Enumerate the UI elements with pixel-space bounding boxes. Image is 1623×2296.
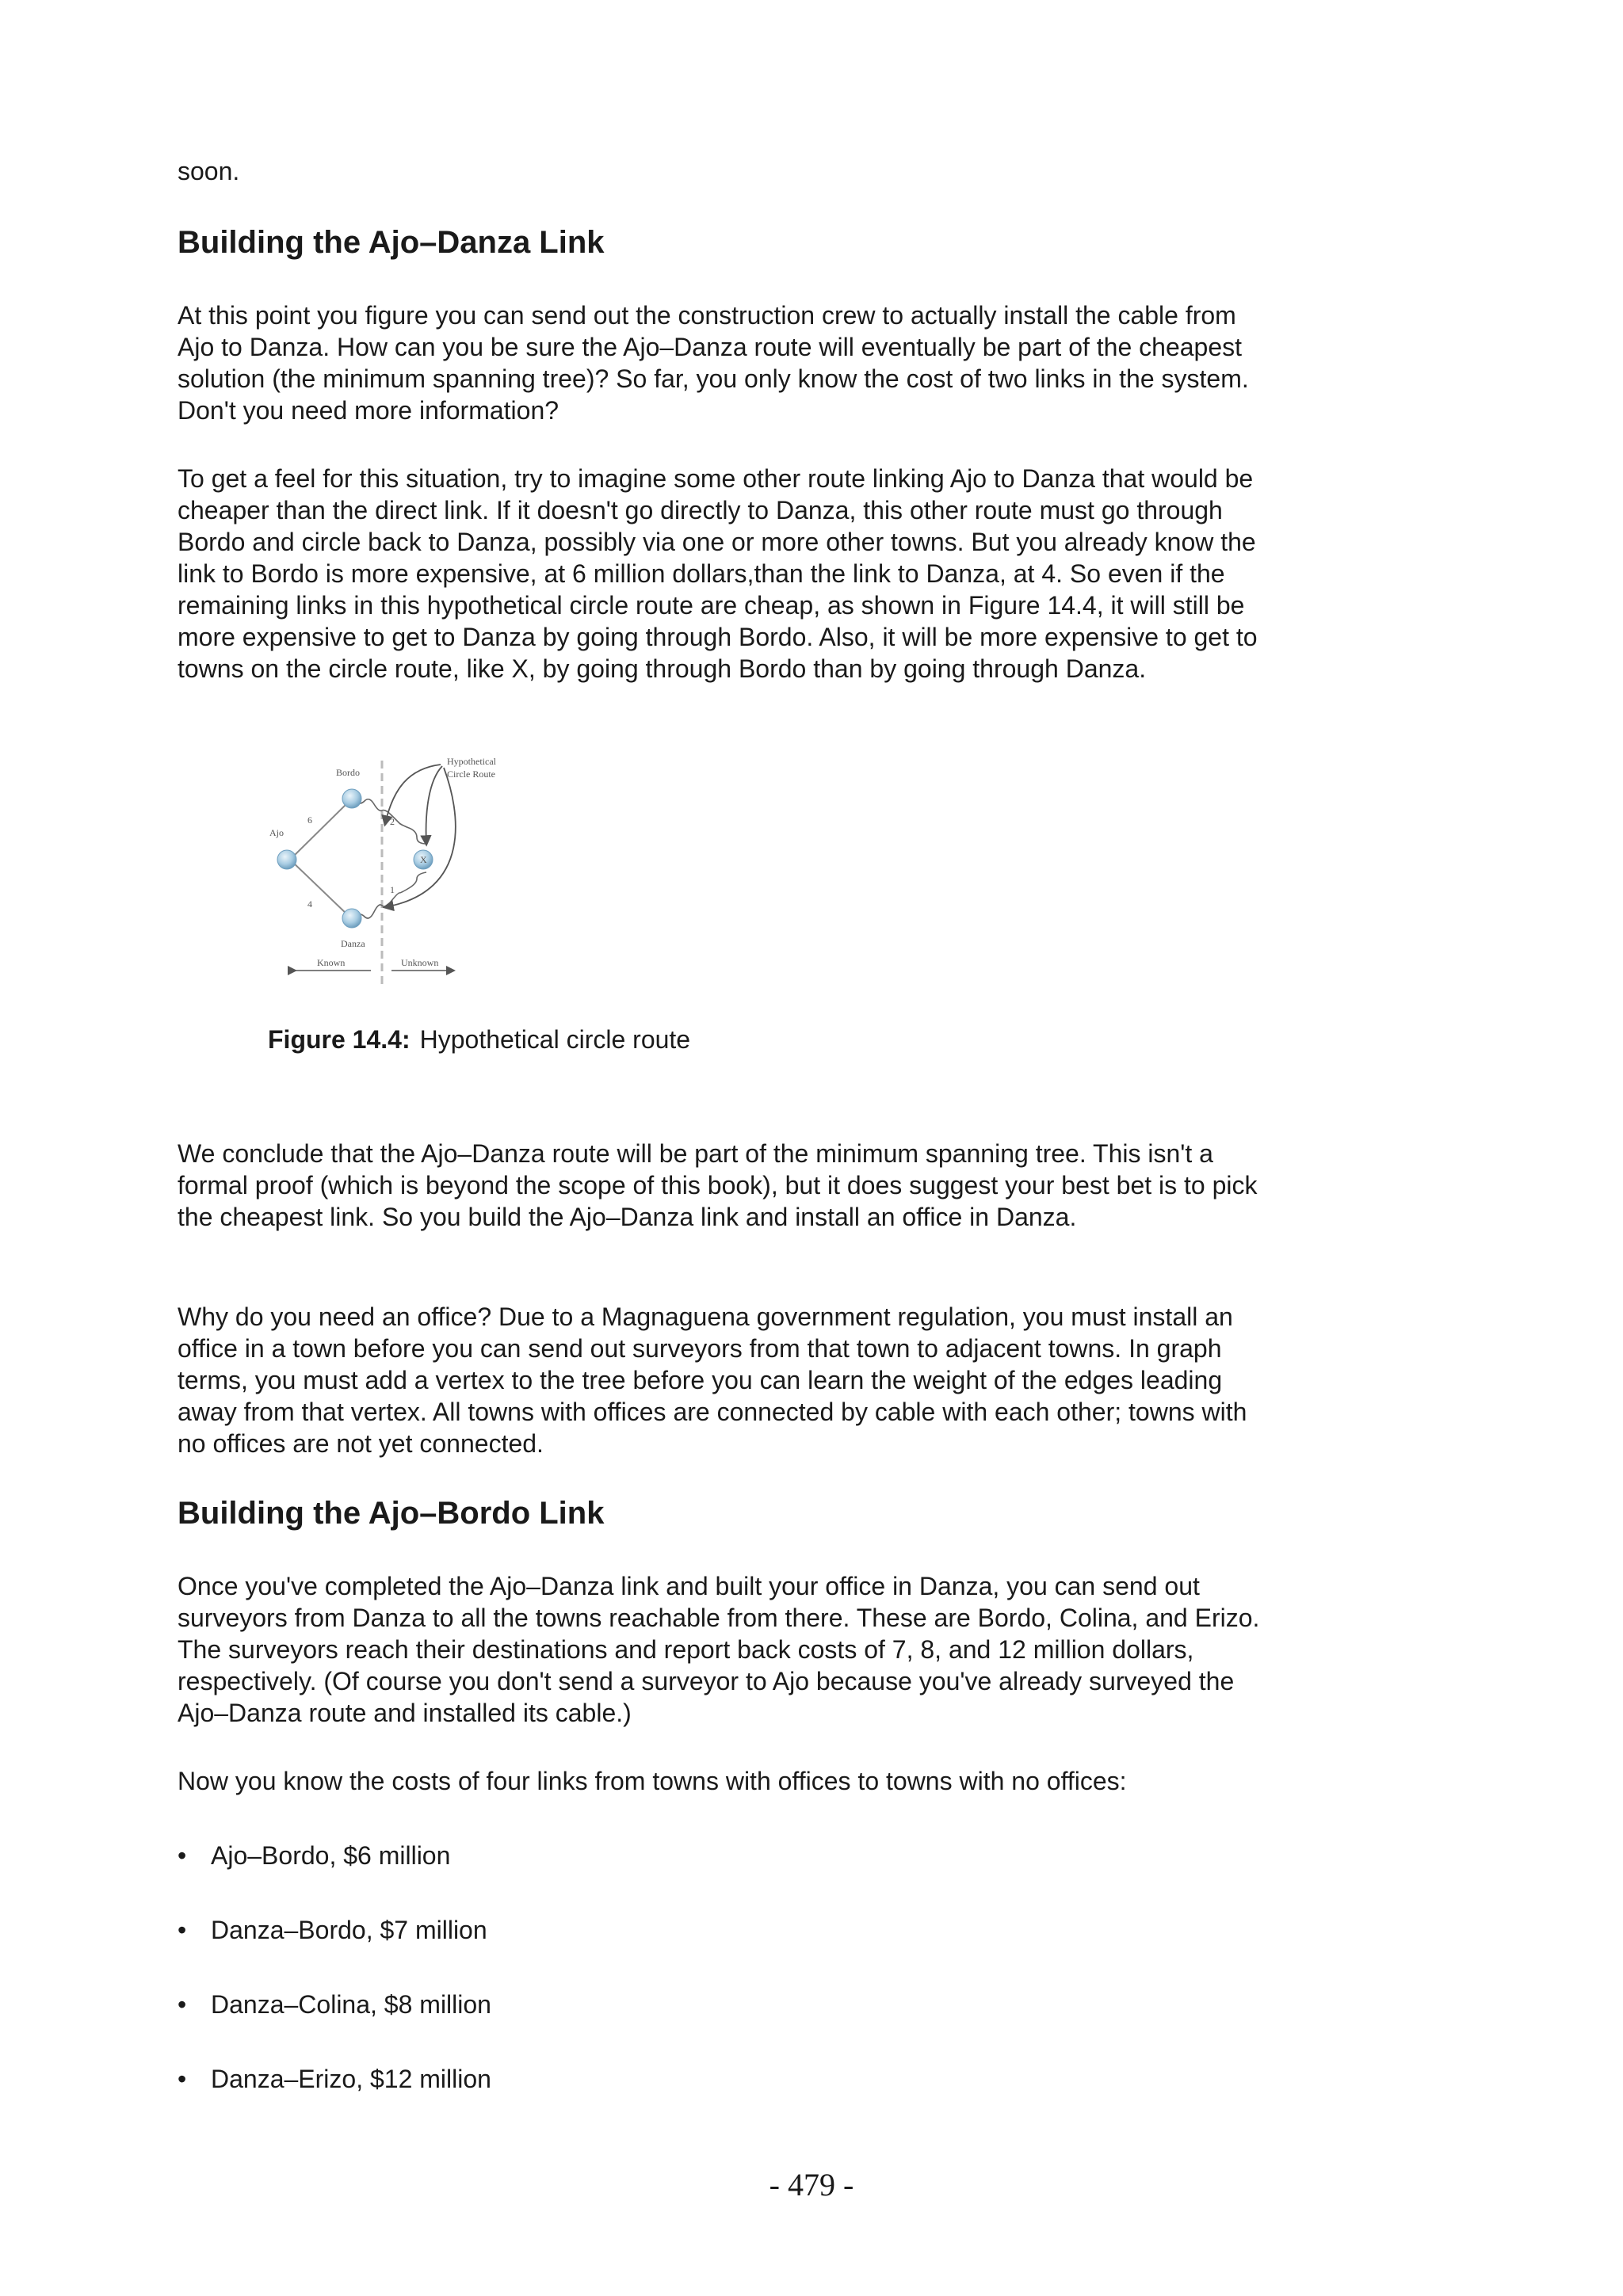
hypothetical-circle-route-diagram (266, 749, 552, 986)
label-unknown: Unknown (401, 957, 439, 968)
annotation-arrow (426, 766, 442, 844)
label-danza: Danza (341, 938, 365, 949)
paragraph-6: Now you know the costs of four links from towns with offices to towns with no offices: (178, 1767, 1127, 1795)
annotation-arrow (385, 768, 456, 907)
list-item (178, 1989, 491, 2020)
section-heading-ajo-bordo: Building the Ajo–Bordo Link (178, 1496, 605, 1531)
list-item (178, 1840, 450, 1871)
figure-label: Figure 14.4: (268, 1025, 411, 1054)
weight-ajo-bordo: 6 (307, 814, 312, 826)
figure-caption (268, 1024, 690, 1055)
node-bordo (342, 789, 361, 808)
label-bordo: Bordo (336, 767, 360, 778)
paragraph-4: Why do you need an office? Due to a Magnaguena government regulation, you must install an office in a town before you can send out surveyors from that town to adjacent towns. In graph terms, you must add a vertex to the tree before you can learn the weight of the edges leading away from that vertex. All towns with offices are connected by cable with each other; towns with no offices are not yet connected. (178, 1302, 1247, 1458)
label-ajo: Ajo (269, 827, 284, 838)
bullet-symbol: • (178, 2065, 187, 2093)
annotation-line-2: Circle Route (447, 769, 495, 780)
section-heading-ajo-danza: Building the Ajo–Danza Link (178, 225, 605, 260)
node-ajo (277, 850, 296, 869)
weight-bordo-x: 2 (390, 816, 395, 827)
list-item (178, 1914, 487, 1946)
list-item-text: Ajo–Bordo, $6 million (211, 1841, 451, 1870)
weight-ajo-danza: 4 (307, 898, 312, 910)
paragraph-5: Once you've completed the Ajo–Danza link and built your office in Danza, you can send out surveyors from Danza to all the towns reachable from there. These are Bordo, Colina, and Erizo. The surveyors reach their destinations and report back costs of 7, 8, and 12 million dollars, respectively. (Of course you don't send a surveyor to Ajo because you've already surveyed the Ajo–Danza route and installed its cable.) (178, 1572, 1260, 1727)
figure-caption-text: Hypothetical circle route (419, 1025, 691, 1054)
weight-danza-x: 1 (390, 884, 395, 895)
list-item-text: Danza–Bordo, $7 million (211, 1916, 487, 1944)
paragraph-1: At this point you figure you can send out the construction crew to actually install the cable from Ajo to Danza. How can you be sure the Ajo–Danza route will eventually be part of the cheapest solution (the minimum spanning tree)? So far, you only know the cost of two links in the system. Don't you need more information? (178, 301, 1249, 425)
node-danza (342, 909, 361, 928)
label-x: X (420, 854, 427, 865)
annotation-line-1: Hypothetical (447, 756, 496, 767)
paragraph-2: To get a feel for this situation, try to imagine some other route linking Ajo to Danza that would be cheaper than the direct link. If it doesn't go directly to Danza, this other route must go through Bordo and circle back to Danza, possibly via one or more other towns. But you already know the link to Bordo is more expensive, at 6 million dollars,than the link to Danza, at 4. So even if the remaining links in this hypothetical circle route are cheap, as shown in Figure 14.4, it will still be more expensive to get to Danza by going through Bordo. Also, it will be more expensive to get to towns on the circle route, like X, by going through Bordo than by going through Danza. (178, 464, 1258, 683)
bullet-symbol: • (178, 1916, 187, 1944)
paragraph-3: We conclude that the Ajo–Danza route will be part of the minimum spanning tree. This isn't a formal proof (which is beyond the scope of this book), but it does suggest your best bet is to pick the cheapest link. So you build the Ajo–Danza link and install an office in Danza. (178, 1139, 1258, 1231)
edge-ajo-bordo (290, 801, 349, 860)
edge-danza-x (355, 872, 426, 918)
text-fragment: soon. (178, 157, 240, 185)
page-number: - 479 - (769, 2167, 854, 2203)
list-item-text: Danza–Erizo, $12 million (211, 2065, 491, 2093)
list-item-text: Danza–Colina, $8 million (211, 1990, 491, 2019)
label-known: Known (317, 957, 346, 968)
annotation-arrow (385, 765, 441, 824)
bullet-symbol: • (178, 1990, 187, 2019)
list-item (178, 2063, 491, 2095)
bullet-symbol: • (178, 1841, 187, 1870)
edge-ajo-danza (290, 860, 349, 917)
